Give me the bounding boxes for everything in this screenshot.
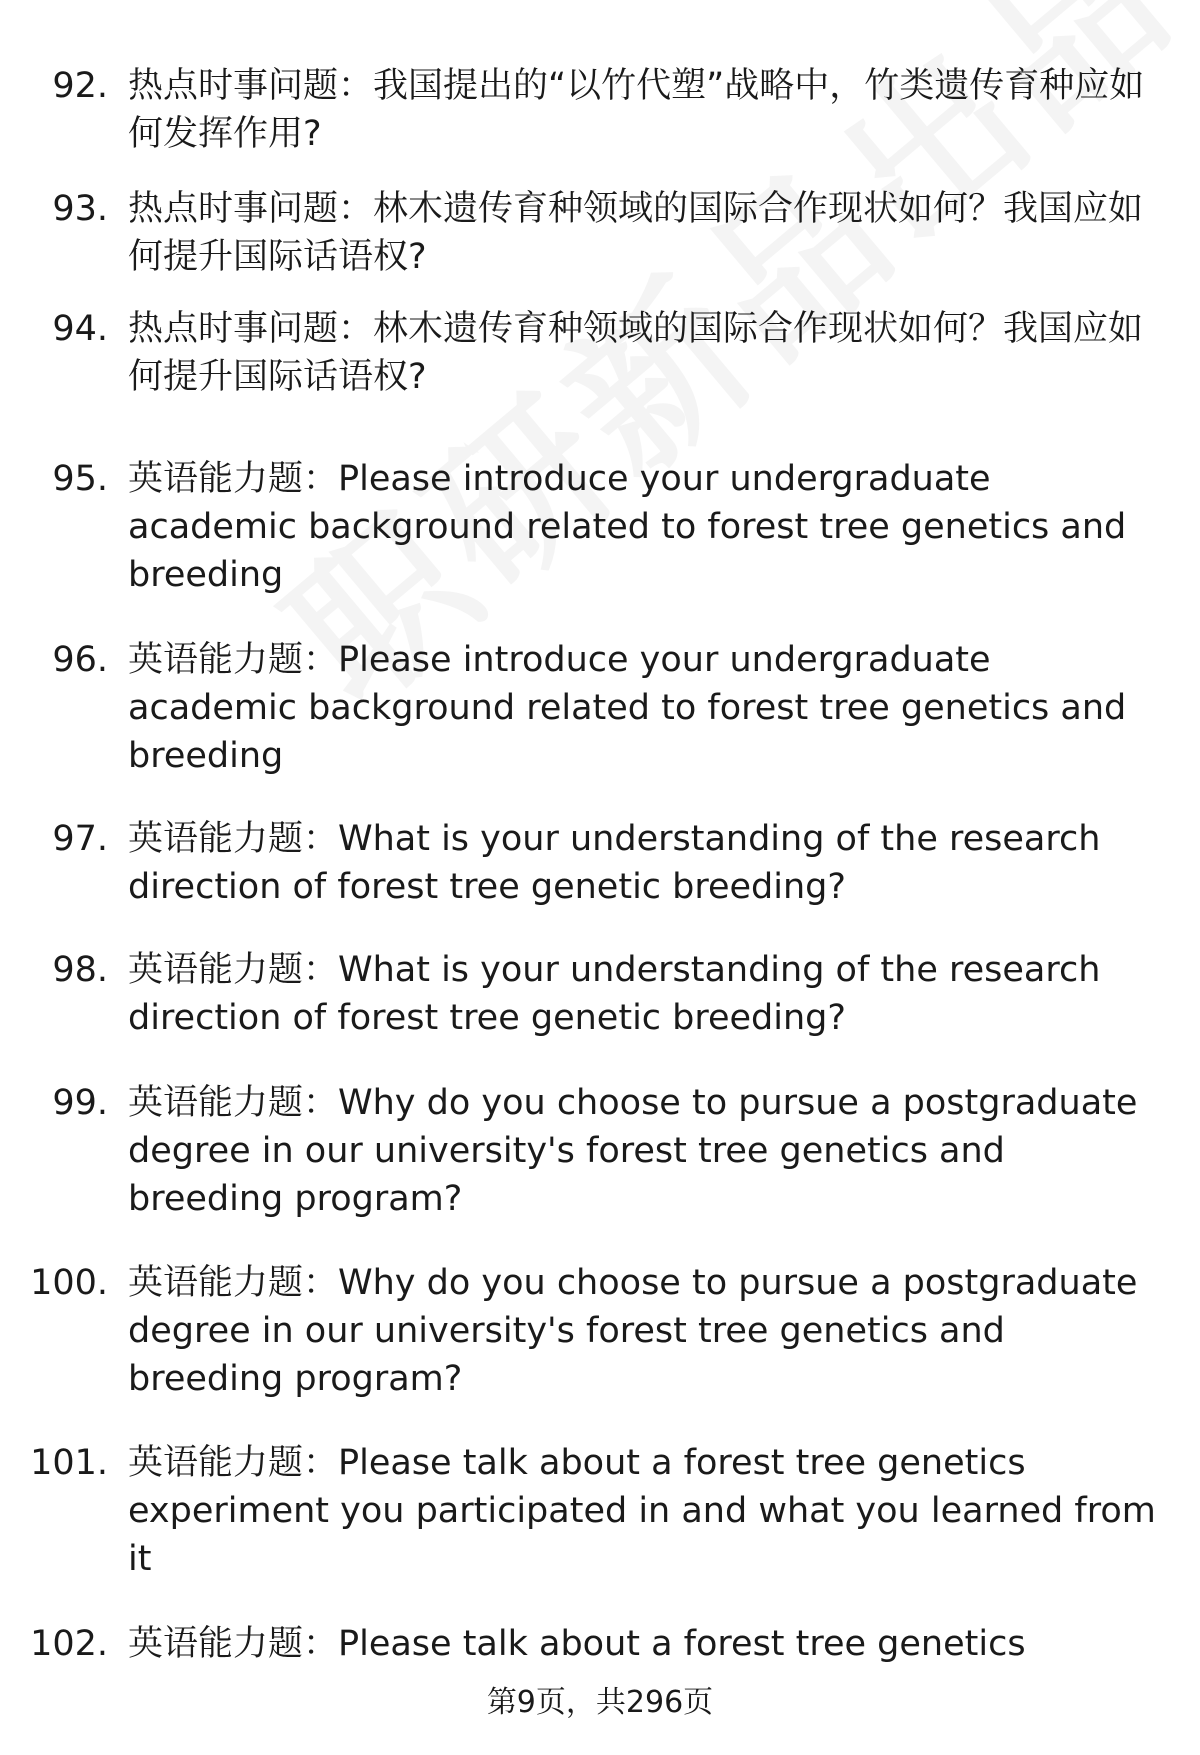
question-text: 英语能力题：Please talk about a forest tree genetics <box>128 1624 1026 1664</box>
question-text: 热点时事问题：林木遗传育种领域的国际合作现状如何？我国应如何提升国际话语权? <box>128 309 1144 397</box>
question-number: 95. <box>52 459 108 499</box>
question-text: 英语能力题：What is your understanding of the research direction of forest tree genetic breeding? <box>128 819 1101 907</box>
question-number: 97. <box>52 819 108 859</box>
question-text: 热点时事问题：林木遗传育种领域的国际合作现状如何？我国应如何提升国际话语权? <box>128 189 1144 277</box>
question-text: 英语能力题：Please introduce your undergraduate academic background related to forest tree genetics and breeding <box>128 640 1127 776</box>
question-text: 热点时事问题：我国提出的“以竹代塑”战略中，竹类遗传育种应如何发挥作用? <box>128 66 1145 154</box>
question-text: 英语能力题：Why do you choose to pursue a postgraduate degree in our university's forest tree genetics and breeding program? <box>128 1083 1138 1219</box>
question-text: 英语能力题：Please talk about a forest tree genetics experiment you participated in and what you learned from it <box>128 1443 1156 1579</box>
question-number: 96. <box>52 640 108 680</box>
question-text: 英语能力题：What is your understanding of the research direction of forest tree genetic breeding? <box>128 950 1101 1038</box>
question-text: 英语能力题：Why do you choose to pursue a postgraduate degree in our university's forest tree genetics and breeding program? <box>128 1263 1138 1399</box>
page-footer: 第9页，共296页 <box>486 1685 714 1720</box>
question-number: 98. <box>52 950 108 990</box>
question-number: 101. <box>30 1443 108 1483</box>
question-number: 94. <box>52 309 108 349</box>
question-number: 99. <box>52 1083 108 1123</box>
question-text: 英语能力题：Please introduce your undergraduate academic background related to forest tree genetics and breeding <box>128 459 1127 595</box>
question-number: 100. <box>30 1263 108 1303</box>
question-number: 92. <box>52 66 108 106</box>
question-number: 102. <box>30 1624 108 1664</box>
question-number: 93. <box>52 189 108 229</box>
